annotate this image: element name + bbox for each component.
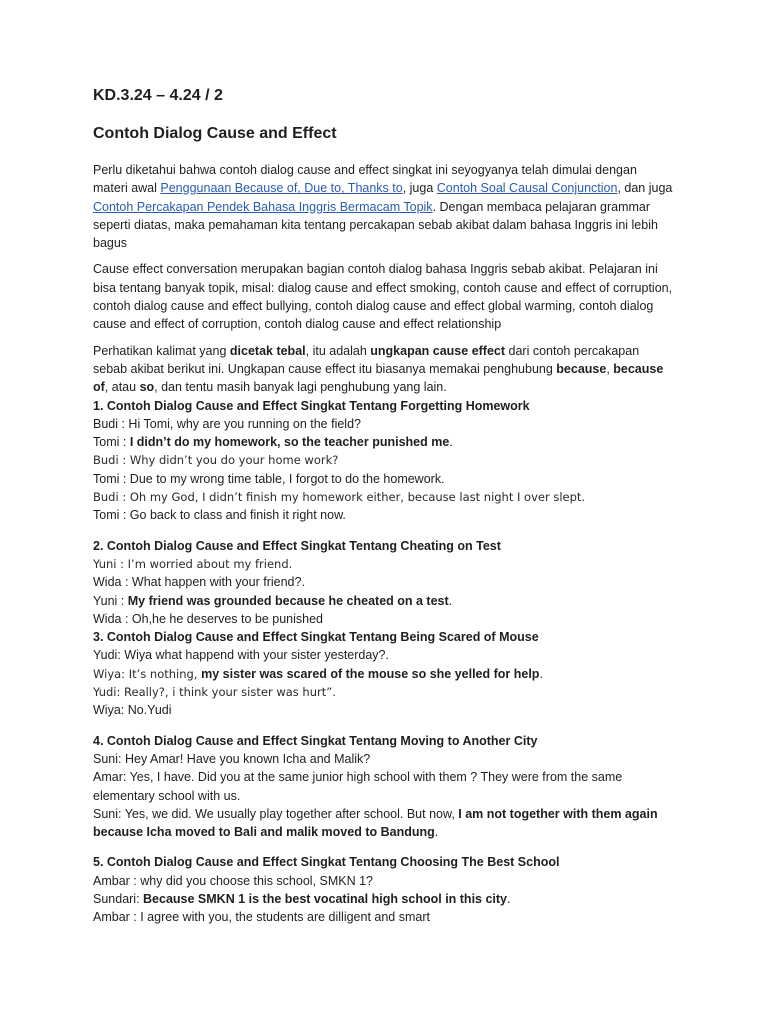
intro-text: . Dengan membaca pelajaran grammar seperti diatas, maka pemahaman kita tentang percakapan sebab akibat dalam bahasa Inggris ini lebih bagus [93,199,658,251]
instruction-text: , itu adalah [305,343,371,358]
overview-paragraph: Cause effect conversation merupakan bagian contoh dialog bahasa Inggris sebab akibat. Pelajaran ini bisa tentang banyak topik, misal: dialog cause and effect smoking, contoh cause and effect of corruption, contoh dialog cause and effect bullying, contoh dialog cause and effect global warming, contoh dialog cause and effect of corruption, contoh dialog cause and effect relationship [93,262,673,332]
speaker: Yuni : [93,593,128,608]
section-5-heading [93,853,673,871]
dialog-line: Wida : Oh,he he deserves to be punished [93,611,324,626]
instruction-text: , dan tentu masih banyak lagi penghubung yang lain. [154,380,447,395]
section-heading-text: 2. Contoh Dialog Cause and Effect Singkat Tentang Cheating on Test [93,538,501,553]
speaker: Suni: Yes, we did. We usually play together after school. But now, [93,806,459,821]
instruction-text: , [606,361,614,376]
instruction-bold: because of [93,361,664,395]
intro-text: , juga [402,181,437,196]
speaker: Wiya: It’s nothing, [93,666,202,681]
dialog-line: Budi : Hi Tomi, why are you running on the field? [93,416,361,431]
intro-text: Perlu diketahui bahwa contoh dialog cause and effect singkat ini seyogyanya telah dimulai dengan materi awal [93,163,637,196]
instruction-bold: so [139,380,155,395]
instruction-text: Perhatikan kalimat yang [93,343,230,358]
speaker: Sundari: [93,891,144,906]
punctuation: . [507,891,511,906]
section-heading-text: 3. Contoh Dialog Cause and Effect Singkat Tentang Being Scared of Mouse [93,630,539,645]
cause-effect-expression: I am not together with them again because Icha moved to Bali and malik moved to Bandung [93,806,658,840]
dialog-line: Yudi: Really?, i think your sister was hurt”. [93,685,336,700]
cause-effect-expression: my sister was scared of the mouse so she yelled for help [201,666,540,681]
kd-heading: KD.3.24 – 4.24 / 2 [93,87,223,104]
dialog-line: Ambar : why did you choose this school, SMKN 1? [93,873,373,888]
section-heading-text: 5. Contoh Dialog Cause and Effect Singkat Tentang Choosing The Best School [93,855,560,870]
dialog-line: Amar: Yes, I have. Did you at the same junior high school with them ? They were from the same elementary school with us. [93,770,623,803]
page-title: Contoh Dialog Cause and Effect [93,125,337,142]
section-4-heading [93,732,673,750]
section-1-heading [93,397,673,415]
link-causal-conjunction[interactable]: Contoh Soal Causal Conjunction [436,181,618,196]
speaker: Tomi : [93,435,130,450]
dialog-line: Ambar : I agree with you, the students are dilligent and smart [93,910,430,925]
dialog-line: Budi : Why didn’t you do your home work? [93,453,339,468]
dialog-line [93,890,673,908]
instruction-bold: ungkapan cause effect [370,343,506,358]
link-percakapan-pendek[interactable]: Contoh Percakapan Pendek Bahasa Inggris Bermacam Topik [93,199,433,214]
punctuation: . [448,593,453,608]
instruction-text: dari contoh percakapan sebab akibat berikut ini. Ungkapan cause effect itu biasanya memakai penghubung [93,343,640,376]
instruction-bold: dicetak tebal [229,343,306,358]
cause-effect-expression: My friend was grounded because he cheated on a test [127,593,449,608]
punctuation: . [434,825,439,840]
instruction-paragraph [93,342,673,397]
dialog-line [93,805,673,842]
intro-text: , dan juga [617,181,673,196]
section-3-heading [93,628,673,646]
dialog-line: Tomi : Due to my wrong time table, I forgot to do the homework. [93,471,445,486]
instruction-text: , atau [104,380,140,395]
section-2-heading [93,537,673,555]
punctuation: . [539,666,543,681]
dialog-line: Wida : What happen with your friend?. [93,575,305,590]
section-heading-text: 1. Contoh Dialog Cause and Effect Singkat Tentang Forgetting Homework [93,398,530,413]
dialog-line: Yuni : I’m worried about my friend. [93,556,293,571]
dialog-line: Tomi : Go back to class and finish it right now. [93,508,346,523]
cause-effect-expression: Because SMKN 1 is the best vocatinal high school in this city [143,891,508,906]
dialog-line [93,592,673,610]
link-because-of[interactable]: Penggunaan Because of, Due to, Thanks to [160,181,403,196]
dialog-line: Budi : Oh my God, I didn’t finish my homework either, because last night I over slept. [93,490,586,505]
dialog-line [93,433,673,451]
dialog-line: Suni: Hey Amar! Have you known Icha and Malik? [93,751,371,766]
punctuation: . [449,435,453,450]
dialog-line: Yudi: Wiya what happend with your sister yesterday?. [93,648,389,663]
dialog-line [93,665,673,683]
document-page [93,86,673,927]
cause-effect-expression: I didn’t do my homework, so the teacher punished me [129,435,450,450]
intro-paragraph [93,161,673,252]
section-heading-text: 4. Contoh Dialog Cause and Effect Singkat Tentang Moving to Another City [93,733,538,748]
dialog-line: Wiya: No.Yudi [93,703,172,718]
instruction-bold: because [556,361,607,376]
